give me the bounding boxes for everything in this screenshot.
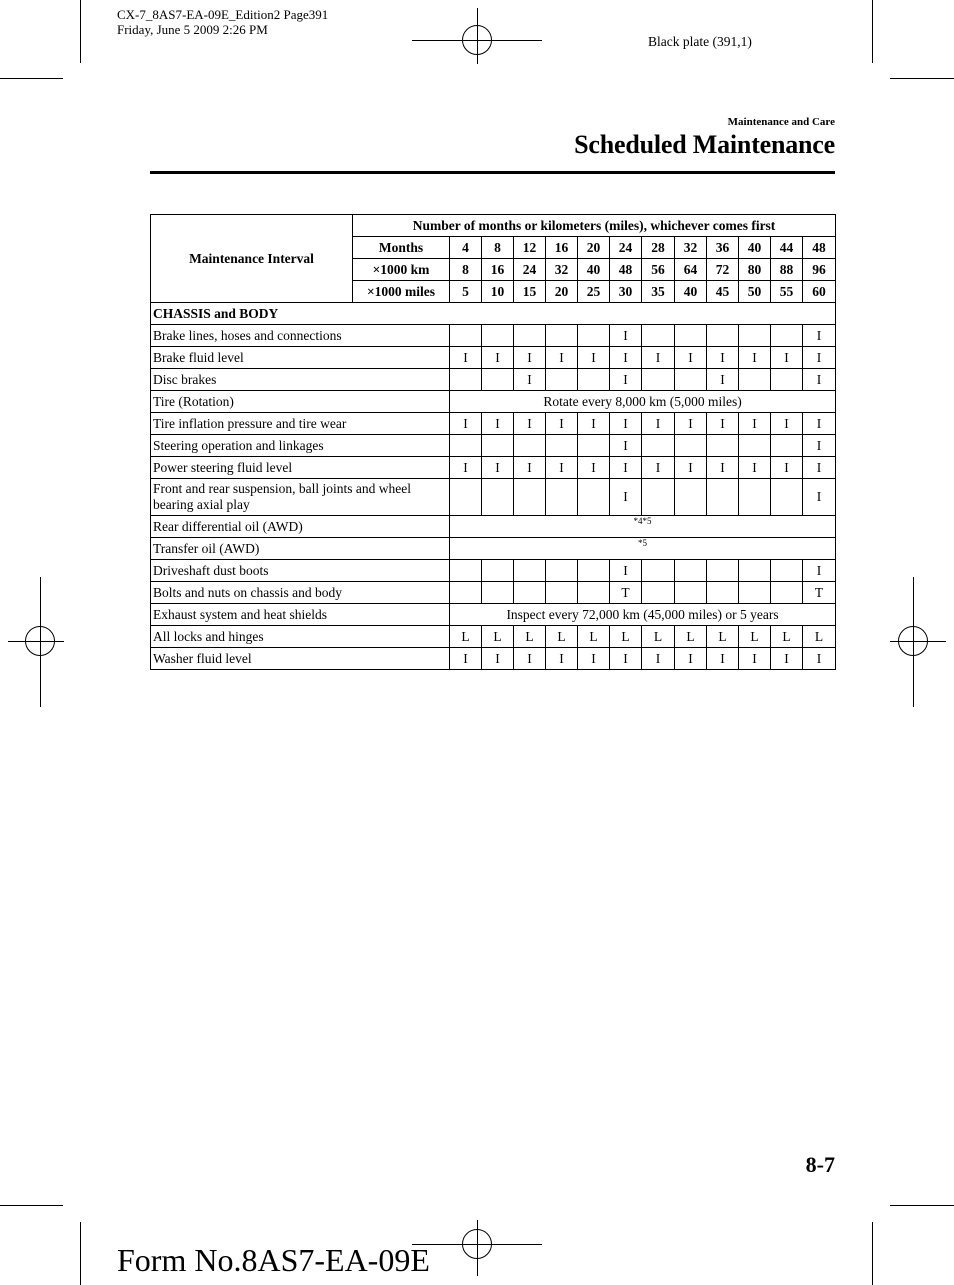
schedule-cell: I bbox=[771, 648, 803, 670]
schedule-cell: I bbox=[803, 435, 836, 457]
schedule-cell: I bbox=[642, 413, 675, 435]
months-cell: 40 bbox=[739, 237, 771, 259]
schedule-cell bbox=[578, 369, 610, 391]
schedule-cell bbox=[642, 325, 675, 347]
months-cell: 24 bbox=[610, 237, 642, 259]
schedule-cell bbox=[546, 369, 578, 391]
schedule-cell: I bbox=[514, 413, 546, 435]
maintenance-table-body bbox=[151, 303, 836, 670]
schedule-cell: I bbox=[578, 648, 610, 670]
table-row bbox=[151, 582, 836, 604]
schedule-cell bbox=[771, 479, 803, 516]
schedule-cell: I bbox=[707, 347, 739, 369]
schedule-cell: I bbox=[739, 648, 771, 670]
schedule-cell: I bbox=[514, 648, 546, 670]
schedule-cell bbox=[514, 325, 546, 347]
months-cell: 8 bbox=[482, 237, 514, 259]
schedule-cell: I bbox=[803, 457, 836, 479]
schedule-cell: I bbox=[610, 457, 642, 479]
maintenance-item: Washer fluid level bbox=[151, 648, 450, 670]
title-rule bbox=[150, 171, 835, 174]
schedule-cell bbox=[514, 435, 546, 457]
maintenance-item: Brake lines, hoses and connections bbox=[151, 325, 450, 347]
km-cell: 80 bbox=[739, 259, 771, 281]
km-cell: 64 bbox=[675, 259, 707, 281]
print-info-file: CX-7_8AS7-EA-09E_Edition2 Page391 bbox=[117, 7, 329, 22]
table-row bbox=[151, 391, 836, 413]
schedule-cell: I bbox=[450, 413, 482, 435]
schedule-cell bbox=[771, 582, 803, 604]
miles-cell: 5 bbox=[450, 281, 482, 303]
schedule-cell bbox=[514, 582, 546, 604]
schedule-cell bbox=[675, 479, 707, 516]
schedule-cell bbox=[514, 560, 546, 582]
months-cell: 28 bbox=[642, 237, 675, 259]
km-cell: 16 bbox=[482, 259, 514, 281]
page-title: Scheduled Maintenance bbox=[574, 130, 835, 159]
schedule-cell bbox=[707, 479, 739, 516]
schedule-cell bbox=[771, 560, 803, 582]
schedule-cell: I bbox=[771, 347, 803, 369]
miles-cell: 45 bbox=[707, 281, 739, 303]
schedule-cell bbox=[482, 560, 514, 582]
table-row bbox=[151, 369, 836, 391]
schedule-cell bbox=[771, 369, 803, 391]
table-row bbox=[151, 413, 836, 435]
schedule-cell bbox=[675, 369, 707, 391]
schedule-cell bbox=[450, 435, 482, 457]
schedule-cell: L bbox=[739, 626, 771, 648]
schedule-cell: I bbox=[739, 457, 771, 479]
schedule-cell: L bbox=[546, 626, 578, 648]
schedule-cell bbox=[546, 325, 578, 347]
schedule-cell: I bbox=[610, 413, 642, 435]
schedule-cell: I bbox=[675, 347, 707, 369]
schedule-cell bbox=[739, 325, 771, 347]
schedule-cell: I bbox=[707, 413, 739, 435]
schedule-cell: I bbox=[675, 648, 707, 670]
months-cell: 32 bbox=[675, 237, 707, 259]
schedule-cell bbox=[642, 479, 675, 516]
km-cell: 24 bbox=[514, 259, 546, 281]
schedule-cell: I bbox=[482, 457, 514, 479]
months-cell: 20 bbox=[578, 237, 610, 259]
schedule-cell: I bbox=[803, 560, 836, 582]
schedule-cell: I bbox=[610, 325, 642, 347]
schedule-cell: I bbox=[610, 435, 642, 457]
km-cell: 56 bbox=[642, 259, 675, 281]
table-row bbox=[151, 516, 836, 538]
table-row bbox=[151, 538, 836, 560]
table-row bbox=[151, 560, 836, 582]
schedule-cell: I bbox=[578, 347, 610, 369]
schedule-cell: L bbox=[675, 626, 707, 648]
table-row bbox=[151, 648, 836, 670]
schedule-cell: I bbox=[546, 413, 578, 435]
schedule-cell: I bbox=[450, 648, 482, 670]
maintenance-item: Exhaust system and heat shields bbox=[151, 604, 450, 626]
maintenance-item: Tire inflation pressure and tire wear bbox=[151, 413, 450, 435]
schedule-cell: T bbox=[610, 582, 642, 604]
schedule-cell: I bbox=[642, 648, 675, 670]
table-row bbox=[151, 604, 836, 626]
schedule-cell: I bbox=[578, 413, 610, 435]
schedule-cell bbox=[675, 325, 707, 347]
schedule-cell: I bbox=[482, 648, 514, 670]
schedule-cell bbox=[739, 479, 771, 516]
table-row bbox=[151, 479, 836, 516]
table-row bbox=[151, 435, 836, 457]
schedule-cell bbox=[482, 435, 514, 457]
table-row bbox=[151, 626, 836, 648]
miles-cell: 35 bbox=[642, 281, 675, 303]
schedule-cell: I bbox=[803, 479, 836, 516]
schedule-cell bbox=[739, 560, 771, 582]
schedule-cell bbox=[482, 582, 514, 604]
schedule-cell bbox=[450, 560, 482, 582]
schedule-cell: I bbox=[514, 457, 546, 479]
schedule-cell bbox=[642, 369, 675, 391]
km-cell: 8 bbox=[450, 259, 482, 281]
schedule-cell bbox=[707, 560, 739, 582]
schedule-cell: I bbox=[803, 347, 836, 369]
schedule-cell: I bbox=[675, 413, 707, 435]
maintenance-item: Steering operation and linkages bbox=[151, 435, 450, 457]
schedule-cell: I bbox=[610, 648, 642, 670]
schedule-cell: I bbox=[514, 347, 546, 369]
schedule-cell: I bbox=[771, 457, 803, 479]
maintenance-item: Driveshaft dust boots bbox=[151, 560, 450, 582]
table-row bbox=[151, 347, 836, 369]
schedule-cell bbox=[578, 479, 610, 516]
schedule-cell bbox=[739, 582, 771, 604]
schedule-cell bbox=[771, 435, 803, 457]
schedule-cell: L bbox=[771, 626, 803, 648]
schedule-cell: I bbox=[546, 347, 578, 369]
schedule-cell bbox=[707, 582, 739, 604]
schedule-cell bbox=[450, 479, 482, 516]
schedule-cell: L bbox=[803, 626, 836, 648]
schedule-cell: I bbox=[642, 347, 675, 369]
schedule-cell: I bbox=[803, 413, 836, 435]
table-row bbox=[151, 457, 836, 479]
miles-cell: 55 bbox=[771, 281, 803, 303]
table-row bbox=[151, 325, 836, 347]
schedule-cell: I bbox=[642, 457, 675, 479]
footnote-ref: *5 bbox=[450, 538, 836, 560]
schedule-cell: I bbox=[546, 648, 578, 670]
schedule-cell: I bbox=[450, 457, 482, 479]
schedule-cell bbox=[578, 435, 610, 457]
schedule-cell bbox=[546, 479, 578, 516]
km-cell: 88 bbox=[771, 259, 803, 281]
schedule-cell: I bbox=[707, 457, 739, 479]
maintenance-item: Front and rear suspension, ball joints and wheel bearing axial play bbox=[151, 479, 450, 516]
km-cell: 48 bbox=[610, 259, 642, 281]
miles-cell: 10 bbox=[482, 281, 514, 303]
months-cell: 16 bbox=[546, 237, 578, 259]
months-cell: 44 bbox=[771, 237, 803, 259]
schedule-cell: I bbox=[482, 413, 514, 435]
schedule-cell: I bbox=[450, 347, 482, 369]
schedule-cell bbox=[450, 369, 482, 391]
miles-cell: 20 bbox=[546, 281, 578, 303]
maintenance-item: Brake fluid level bbox=[151, 347, 450, 369]
schedule-cell: I bbox=[610, 479, 642, 516]
schedule-span-note: Rotate every 8,000 km (5,000 miles) bbox=[450, 391, 836, 413]
schedule-cell: L bbox=[707, 626, 739, 648]
schedule-cell: I bbox=[546, 457, 578, 479]
schedule-cell: T bbox=[803, 582, 836, 604]
schedule-cell bbox=[546, 582, 578, 604]
schedule-cell: I bbox=[803, 648, 836, 670]
schedule-cell: I bbox=[707, 648, 739, 670]
schedule-cell bbox=[771, 325, 803, 347]
months-cell: 36 bbox=[707, 237, 739, 259]
schedule-cell bbox=[450, 325, 482, 347]
schedule-cell bbox=[739, 435, 771, 457]
miles-cell: 30 bbox=[610, 281, 642, 303]
schedule-cell bbox=[707, 325, 739, 347]
schedule-cell: L bbox=[482, 626, 514, 648]
span-header: Number of months or kilometers (miles), whichever comes first bbox=[353, 215, 836, 237]
schedule-cell: I bbox=[482, 347, 514, 369]
schedule-cell bbox=[482, 325, 514, 347]
schedule-cell bbox=[482, 369, 514, 391]
miles-cell: 60 bbox=[803, 281, 836, 303]
months-cell: 12 bbox=[514, 237, 546, 259]
schedule-cell: I bbox=[707, 369, 739, 391]
schedule-cell bbox=[578, 582, 610, 604]
schedule-cell bbox=[707, 435, 739, 457]
maintenance-item: Transfer oil (AWD) bbox=[151, 538, 450, 560]
km-cell: 32 bbox=[546, 259, 578, 281]
maintenance-item: Rear differential oil (AWD) bbox=[151, 516, 450, 538]
form-number: Form No.8AS7-EA-09E bbox=[117, 1242, 430, 1278]
miles-cell: 40 bbox=[675, 281, 707, 303]
footnote-ref: *4*5 bbox=[450, 516, 836, 538]
km-label: ×1000 km bbox=[353, 259, 450, 281]
schedule-cell: I bbox=[610, 560, 642, 582]
schedule-cell bbox=[675, 582, 707, 604]
schedule-cell: L bbox=[578, 626, 610, 648]
miles-cell: 15 bbox=[514, 281, 546, 303]
print-info-date: Friday, June 5 2009 2:26 PM bbox=[117, 22, 268, 37]
schedule-cell: L bbox=[450, 626, 482, 648]
schedule-cell: I bbox=[739, 413, 771, 435]
schedule-cell bbox=[642, 435, 675, 457]
months-cell: 4 bbox=[450, 237, 482, 259]
schedule-cell bbox=[675, 435, 707, 457]
schedule-cell bbox=[546, 435, 578, 457]
schedule-cell: I bbox=[610, 369, 642, 391]
schedule-cell: L bbox=[610, 626, 642, 648]
schedule-cell: I bbox=[578, 457, 610, 479]
maintenance-item: All locks and hinges bbox=[151, 626, 450, 648]
schedule-cell bbox=[642, 582, 675, 604]
schedule-cell bbox=[739, 369, 771, 391]
km-cell: 72 bbox=[707, 259, 739, 281]
schedule-cell bbox=[546, 560, 578, 582]
miles-label: ×1000 miles bbox=[353, 281, 450, 303]
months-label: Months bbox=[353, 237, 450, 259]
schedule-cell: I bbox=[514, 369, 546, 391]
schedule-cell: I bbox=[803, 369, 836, 391]
schedule-cell: I bbox=[803, 325, 836, 347]
schedule-cell bbox=[482, 479, 514, 516]
schedule-cell: I bbox=[675, 457, 707, 479]
page-number: 8-7 bbox=[805, 1152, 835, 1177]
schedule-cell bbox=[642, 560, 675, 582]
miles-cell: 50 bbox=[739, 281, 771, 303]
print-info bbox=[117, 7, 328, 37]
schedule-cell: I bbox=[610, 347, 642, 369]
schedule-cell bbox=[514, 479, 546, 516]
maintenance-item: Disc brakes bbox=[151, 369, 450, 391]
miles-cell: 25 bbox=[578, 281, 610, 303]
schedule-cell: L bbox=[514, 626, 546, 648]
schedule-cell: L bbox=[642, 626, 675, 648]
schedule-cell bbox=[675, 560, 707, 582]
schedule-cell: I bbox=[771, 413, 803, 435]
schedule-span-note: Inspect every 72,000 km (45,000 miles) or 5 years bbox=[450, 604, 836, 626]
interval-label: Maintenance Interval bbox=[151, 215, 353, 303]
maintenance-item: Bolts and nuts on chassis and body bbox=[151, 582, 450, 604]
category-label: CHASSIS and BODY bbox=[151, 303, 836, 325]
months-cell: 48 bbox=[803, 237, 836, 259]
section-label: Maintenance and Care bbox=[727, 116, 835, 128]
schedule-cell bbox=[450, 582, 482, 604]
schedule-cell: I bbox=[739, 347, 771, 369]
maintenance-item: Tire (Rotation) bbox=[151, 391, 450, 413]
maintenance-item: Power steering fluid level bbox=[151, 457, 450, 479]
km-cell: 40 bbox=[578, 259, 610, 281]
plate-label: Black plate (391,1) bbox=[648, 34, 752, 49]
schedule-cell bbox=[578, 325, 610, 347]
km-cell: 96 bbox=[803, 259, 836, 281]
maintenance-table bbox=[150, 214, 836, 670]
schedule-cell bbox=[578, 560, 610, 582]
